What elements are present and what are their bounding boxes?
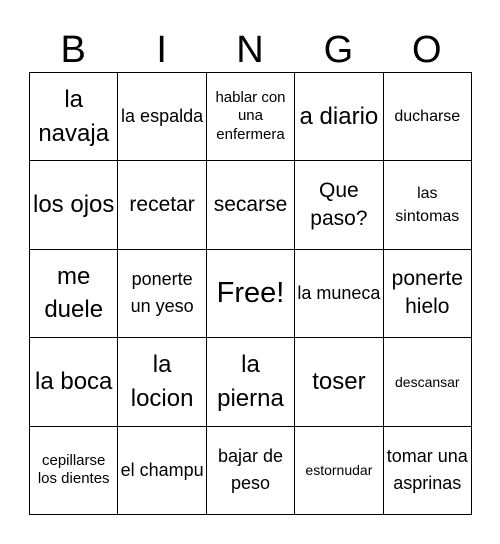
cell-text: Que paso?: [310, 178, 368, 231]
cell-text: me duele: [44, 262, 104, 324]
cell-text: descansar: [395, 373, 460, 390]
cell-text: ducharse: [394, 108, 461, 126]
cell-text: tomar una asprinas: [386, 446, 468, 494]
cell-text: la locion: [130, 351, 194, 412]
bingo-cell[interactable]: [30, 338, 118, 426]
bingo-cell[interactable]: [118, 338, 206, 426]
cell-text: hablar con una enfermera: [215, 88, 286, 144]
header-letter-n: N: [236, 29, 264, 71]
cell-text: Free!: [216, 277, 285, 310]
bingo-cell[interactable]: [118, 73, 206, 161]
cell-text: la espalda: [121, 106, 204, 127]
bingo-cell[interactable]: [295, 338, 383, 426]
header-letter-b: B: [60, 29, 86, 71]
bingo-cell[interactable]: [384, 338, 472, 426]
bingo-cell[interactable]: [295, 73, 383, 161]
cell-text: ponerte hielo: [391, 267, 463, 319]
header-letter-i: I: [156, 29, 167, 71]
cell-text: bajar de peso: [217, 446, 284, 494]
bingo-cell[interactable]: [384, 161, 472, 249]
bingo-cell[interactable]: [30, 73, 118, 161]
header-letter-g: G: [323, 29, 354, 71]
cell-text: la boca: [35, 368, 113, 396]
bingo-cell[interactable]: [295, 161, 383, 249]
cell-text: la pierna: [217, 351, 284, 412]
cell-text: cepillarse los dientes: [37, 451, 110, 488]
cell-text: secarse: [213, 192, 288, 216]
cell-text: la muneca: [297, 282, 381, 303]
bingo-cell[interactable]: [118, 161, 206, 249]
cell-text: el champu: [120, 459, 204, 480]
cell-text: toser: [312, 368, 366, 396]
cell-text: a diario: [299, 102, 379, 130]
bingo-board: [29, 72, 472, 515]
bingo-cell[interactable]: [118, 250, 206, 338]
cell-text: estornudar: [305, 462, 373, 479]
bingo-cell[interactable]: [207, 338, 295, 426]
bingo-cell[interactable]: [207, 427, 295, 515]
bingo-cell[interactable]: [30, 161, 118, 249]
bingo-cell[interactable]: [30, 250, 118, 338]
bingo-cell[interactable]: [384, 427, 472, 515]
bingo-cell[interactable]: [295, 250, 383, 338]
cell-text: recetar: [129, 192, 195, 216]
cell-text: las sintomas: [395, 184, 460, 226]
header-letter-o: O: [412, 29, 442, 71]
bingo-cell[interactable]: [30, 427, 118, 515]
bingo-cell[interactable]: [384, 73, 472, 161]
bingo-cell[interactable]: [384, 250, 472, 338]
cell-text: los ojos: [33, 191, 115, 219]
bingo-cell[interactable]: [295, 427, 383, 515]
bingo-header: [29, 28, 471, 72]
free-cell[interactable]: [207, 250, 295, 338]
bingo-cell[interactable]: [118, 427, 206, 515]
bingo-cell[interactable]: [207, 161, 295, 249]
cell-text: la navaja: [38, 86, 110, 147]
bingo-cell[interactable]: [207, 73, 295, 161]
cell-text: ponerte un yeso: [130, 269, 194, 317]
